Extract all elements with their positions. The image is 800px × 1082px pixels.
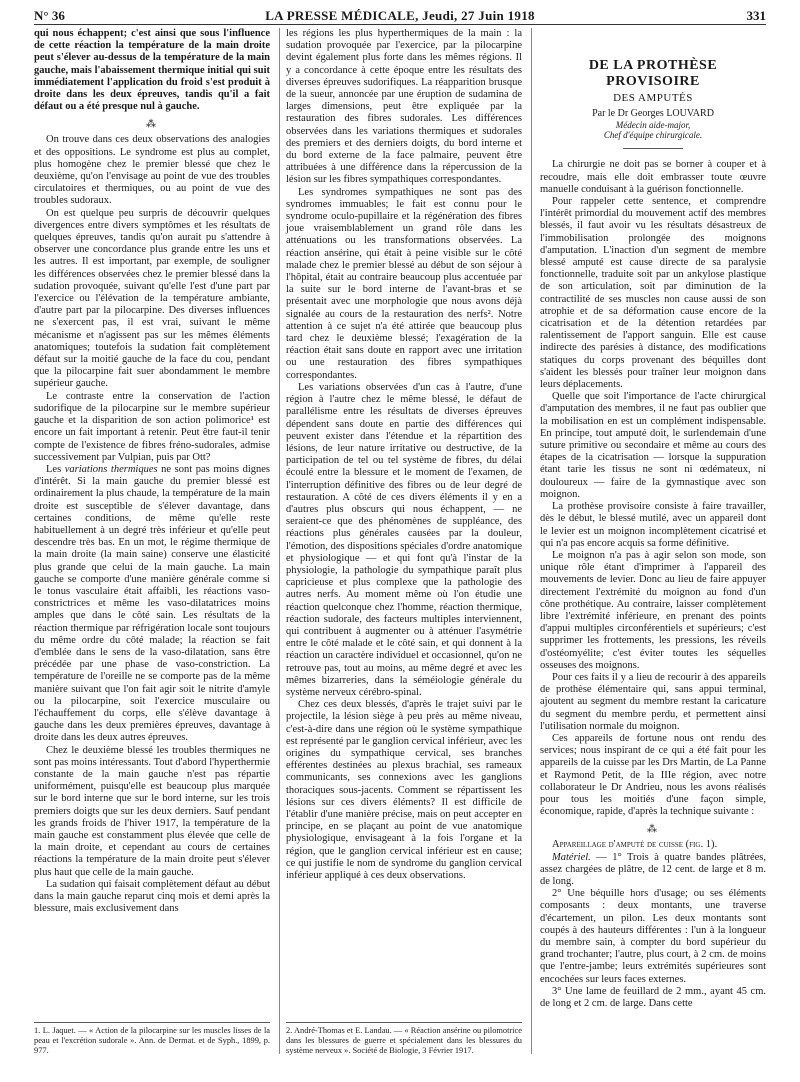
header-rule	[34, 24, 766, 25]
paragraph: La chirurgie ne doit pas se borner à couper et à recoudre, mais elle doit embrasser toute œuvre manuelle conduisant à la guérison fonctionnelle.	[540, 159, 766, 195]
issue-number: N° 36	[34, 8, 65, 23]
page-number: 331	[746, 8, 766, 23]
footnote-1: 1. L. Jaquet. — « Action de la pilocarpine sur les muscles lisses de la peau et l'excrétion sudorale ». Ann. de Dermat. et de Syph., 1899, p. 977.	[34, 1022, 270, 1056]
column-2	[286, 28, 522, 882]
paragraph: les régions les plus hyperthermiques de la main : la sudation provoquée par l'exercice, par la pilocarpine devint également plus forte dans les mêmes régions. Il y a concordance à cette époque entre les résultats des diverses épreuves sudorifiques. La réapparition brusque de la sueur, annoncée par une éruption de sudamina de larges dimensions, peut être expliquée par la restauration des fibres sudorales. Les différences observées dans les variations thermiques et sudorales des premiers et des derniers doigts, du bord interne et du bord externe de la face palmaire, peuvent être attribuées à une différence dans la répercussion de la lésion sur les fibres sympathiques correspondantes.	[286, 28, 522, 186]
section-ornament: ⁂	[647, 824, 659, 836]
article-author: Par le Dr Georges LOUVARD	[592, 108, 714, 120]
paragraph: 2° Une béquille hors d'usage; ou ses éléments composants : deux montants, une traverse d'écartement, un pilon. Les deux montants sont coupés à des hauteurs différentes : l'un à la longueur du membre sain, à compter du bord supérieur du grand trochanter; l'autre, plus court, à 2 cm. de moins que l'entre-jambe; leurs extrémités supérieures sont encochées sur leurs faces externes.	[540, 888, 766, 985]
column-1	[34, 28, 270, 915]
author-role: Chef d'équipe chirurgicale.	[603, 130, 703, 141]
paragraph: La sudation qui faisait complètement défaut au début dans la main gauche reparut cinq mois et demi après la blessure, mais exclusivement dans	[34, 878, 270, 915]
paragraph: Les syndromes sympathiques ne sont pas des syndromes immuables; le fait est connu pour le syndrome oculo-pupillaire et la régénération des fibres joue vraisemblablement un grand rôle dans les atténuations ou les transformations observées. La réaction ansérine, qui était à peine visible sur le côté malade chez le premier blessé au début de son séjour à l'hôpital, était au contraire beaucoup plus accentuée par la suite sur le bord interne de l'avant-bras et se présentait avec une morphologie que nous avons déjà signalée au cours de la restauration des nerfs². Notre attention à ce sujet n'a été attirée que beaucoup plus tard chez le deuxième blessé; l'exagération de la réaction était sans doute en rapport avec une irritation ou une restauration des fibres sympathiques correspondantes.	[286, 186, 522, 381]
article-subtitle: DES AMPUTÉS	[613, 92, 693, 104]
paragraph: Les variations thermiques ne sont pas moins dignes d'intérêt. Si la main gauche du premier blessé est ordinairement la plus chaude, la température de la main droite est susceptible de s'élever davantage, dans certaines conditions, de même qu'elle reste habituellement à un degré très inférieur et qu'elle peut descendre très bas. En un mot, le régime thermique de la main droite (la main saine) conserve une élasticité plus grande que celui de la main gauche. La main gauche se comporte d'une manière générale comme si le tonus vasculaire était affaibli, les réactions vaso-constrictrices et même les vaso-dilatatrices moins amples que dans le côté sain. Les résultats de la réaction thermique par réfrigération locale sont toujours du même ordre du côté malade; la réaction se fait d'emblée dans le sens de la vaso-dilatation, sans être précédée par une phase de vaso-constriction. La température de l'oreille ne se comporte pas de la même manière suivant que l'on fait agir soit le nitrite d'amyle ou la pilocarpine, soit l'exercice musculaire ou l'échauffement du corps, elle s'élève davantage à gauche dans les deux premières épreuves, davantage à droite dans les deux autres épreuves.	[34, 463, 270, 744]
paragraph: On est quelque peu surpris de découvrir quelques divergences entre divers symptômes et les résultats de quelques épreuves, tandis qu'on aurait pu s'attendre à observer une concordance plus grande entre les uns et les autres. Il est important, par exemple, de souligner les différences observées chez le premier blessé dans la sudation provoquée, suivant qu'elle l'est d'une part par l'exercice ou l'élévation de la température ambiante, d'autre part par la pilocarpine. Des diverses influences ne s'exercent pas, il est vrai, suivant le même mécanisme et n'agissent pas sur les mêmes éléments anatomiques; toutefois la sudation fait complètement défaut sur la moitié gauche de la face du cou, pendant que la pilocarpine fait suer abondamment le membre supérieur gauche.	[34, 207, 270, 390]
paragraph: On trouve dans ces deux observations des analogies et des oppositions. Le syndrome est plus au complet, plus homogène chez le premier blessé que chez le deuxième, qu'on l'envisage au point de vue des troubles circulatoires et thermiques, ou au point de vue des troubles sudoraux.	[34, 134, 270, 207]
title-rule	[623, 148, 683, 149]
paragraph: Quelle que soit l'importance de l'acte chirurgical d'amputation des membres, il ne faut pas oublier que la mobilisation en est un complément indispensable. En principe, tout amputé doit, le surlendemain d'une suture primitive ou secondaire et même au cours des étapes de la cicatrisation — lorsque la suppuration étant tarie les tissus ne sont ni œdémateux, ni douloureux — faire de la gymnastique avec son moignon.	[540, 391, 766, 500]
paragraph: La prothèse provisoire consiste à faire travailler, dès le début, le blessé mutilé, avec un appareil dont le levier est un moignon incomplètement cicatrisé et qui n'a pas encore acquis sa forme définitive.	[540, 501, 766, 549]
paragraph: Le moignon n'a pas à agir selon son mode, son unique rôle étant d'imprimer à l'appareil des mouvements de levier. Donc au lieu de faire appuyer directement l'extrémité du moignon au fond d'un cône prothétique. Au contraire, laisser complètement libre l'extrémité inférieure, en prenant des points d'appui multiples circonférentiels et supérieurs; c'est supprimer les frottements, les pressions, les réveils d'ostéomyélite; c'est éviter toutes les séquelles osseuses des moignons.	[540, 549, 766, 671]
footnote-2: 2. André-Thomas et E. Landau. — « Réaction ansérine ou pilomotrice dans les blessures de guerre et spécialement dans les blessures du système nerveux ». Société de Biologie, 3 Février 1917.	[286, 1022, 522, 1056]
column-3	[540, 28, 766, 1010]
section-title: Appareillage d'amputé de cuisse (fig. 1).	[552, 839, 718, 851]
paragraph: Matériel. — 1° Trois à quatre bandes plâtrées, assez chargées de plâtre, de 12 cent. de large et 8 m. de long.	[540, 851, 766, 887]
paragraph: Pour ces faits il y a lieu de recourir à des appareils de prothèse élémentaire qui, sans appui terminal, ajoutent au segment du membre restant la caricature du segment du membre perdu, et permettent ainsi l'utilisation normale du moignon.	[540, 671, 766, 732]
article-title: DE LA PROTHÈSE PROVISOIRE	[588, 58, 718, 89]
column-divider	[279, 28, 280, 1054]
paragraph: Chez ces deux blessés, d'après le trajet suivi par le projectile, la lésion siège à peu près au même niveau, c'est-à-dire dans une région où le système sympathique est représenté par le ganglion cervical inférieur, avec les origines du sympathique cervical, ses branches efférentes destinées au plexus brachial, ses rameaux communicants, ses connexions avec les ganglions thoraciques sous-jacents. Comment se répartissent les lésions sur ces divers éléments? Il est difficile de l'établir d'une manière précise, mais on peut accepter en principe, en se plaçant au point de vue anatomique physiologique, envisageant à la fois l'organe et la région, que le ganglion cervical inférieur est en cause; ce qui justifie le nom de syndrome du ganglion cervical inférieur appliqué à ces deux observations.	[286, 699, 522, 882]
page-header	[34, 6, 766, 26]
column-divider	[531, 28, 532, 1054]
journal-title: LA PRESSE MÉDICALE, Jeudi, 27 Juin 1918	[265, 8, 535, 23]
paragraph: Ces appareils de fortune nous ont rendu des services; nous inspirant de ce qui a été fait pour les appareils de la cuisse par les Drs Martin, de La Panne et Raymond Petit, de la IIIe région, avec notre collaborateur le Dr Andrieu, nous les avons réalisés pour tous les moitiés d'une façon simple, économique, rapide, d'après la technique suivante :	[540, 732, 766, 818]
paragraph: Chez le deuxième blessé les troubles thermiques ne sont pas moins intéressants. Tout d'abord l'hyperthermie constante de la main gauche n'est pas répartie uniformément, puisqu'elle est beaucoup plus marquée sur le bord interne que sur le bord interne, sur les trois premiers doigts que sur les deux derniers. Sauf pendant les grands froids de l'hiver 1917, la température de la main gauche est constamment plus élevée que celle de la main droite, et cependant au cours de certaines réactions la température de la main droite peut s'élever plus haut que celle de la main gauche.	[34, 744, 270, 878]
author-role: Médecin aide-major,	[615, 120, 691, 131]
paragraph: Les variations observées d'un cas à l'autre, d'une région à l'autre chez le même blessé, le défaut de parallélisme entre les résultats de diverses épreuves dépendent sans doute en partie des différences qui peuvent exister dans l'étendue et la répartition des lésions, de leur nature irritative ou destructive, de la participation de tel ou tel système de fibres, du délai écoulé entre la blessure et le moment de l'examen, de l'interruption définitive des fibres ou de leur degré de restauration. A côté de ces divers éléments il y en a d'autres plus obscurs qui nous échappent, — ne seraient-ce que des phénomènes de suppléance, des réactions plus générales causées par la douleur, l'émotion, des dispositions spéciales d'ordre anatomique et physiologique — et qui font qu'à l'instar de la physiologie, la pathologie du sympathique paraît plus capricieuse et plus complexe que la pathologie des autres nerfs. Au moment même où l'on étudie une réaction quelconque chez l'homme, réaction thermique, réaction sudorale, des facteurs multiples interviennent, qui contribuent à augmenter ou à atténuer l'asymétrie entre le côté malade et le côté sain, et qui donnent à la réaction un caractère individuel et occasionnel, qu'on ne retrouve pas, tout au moins, au même degré et avec les mêmes bizarreries, dans la séméiologie générale du système nerveux cérébro-spinal.	[286, 381, 522, 698]
paragraph: Le contraste entre la conservation de l'action sudorifique de la pilocarpine sur le membre supérieur gauche et la disparition de son action polimorice¹ est encore un fait important à retenir. Peut être faut-il tenir compte de l'existence de fibres fréno-sudorales, admise successivement par Vulpian, puis par Ott?	[34, 390, 270, 463]
section-ornament: ⁂	[146, 119, 158, 131]
paragraph: 3° Une lame de feuillard de 2 mm., ayant 45 cm. de long et 2 cm. de large. Dans cette	[540, 985, 766, 1010]
paragraph: Pour rappeler cette sentence, et comprendre l'intérêt primordial du mouvement actif des membres blessés, il faut avoir vu les résultats désastreux de l'immobilisation prolongée des moignons d'amputation. L'inaction d'un segment de membre blessé amputé est cause directe de sa paralysie fonctionnelle, traduite soit par un ankylose plastique de son articulation, soit par diminution de la contractilité de ses muscles non cause aussi de son atrophie et de sa déformation cause encore de la cicatrisation et de la détention retardées par ralentissement de l'apport sanguin. Elle est cause indirecte des parésies à distance, des modifications statiques du corps provenant des béquilles dont s'aident les blessés pour traîner leur moignon dans leurs déplacements.	[540, 196, 766, 391]
paragraph: qui nous échappent; c'est ainsi que sous l'influence de cette réaction la température de la main droite peut s'élever au-dessus de la température de la main gauche, mais l'abaissement thermique initial qui suit immédiatement l'application du froid s'est produit à droite dans les deux épreuves, tandis qu'il a fait défaut ou a été presque nul à gauche.	[34, 28, 270, 113]
